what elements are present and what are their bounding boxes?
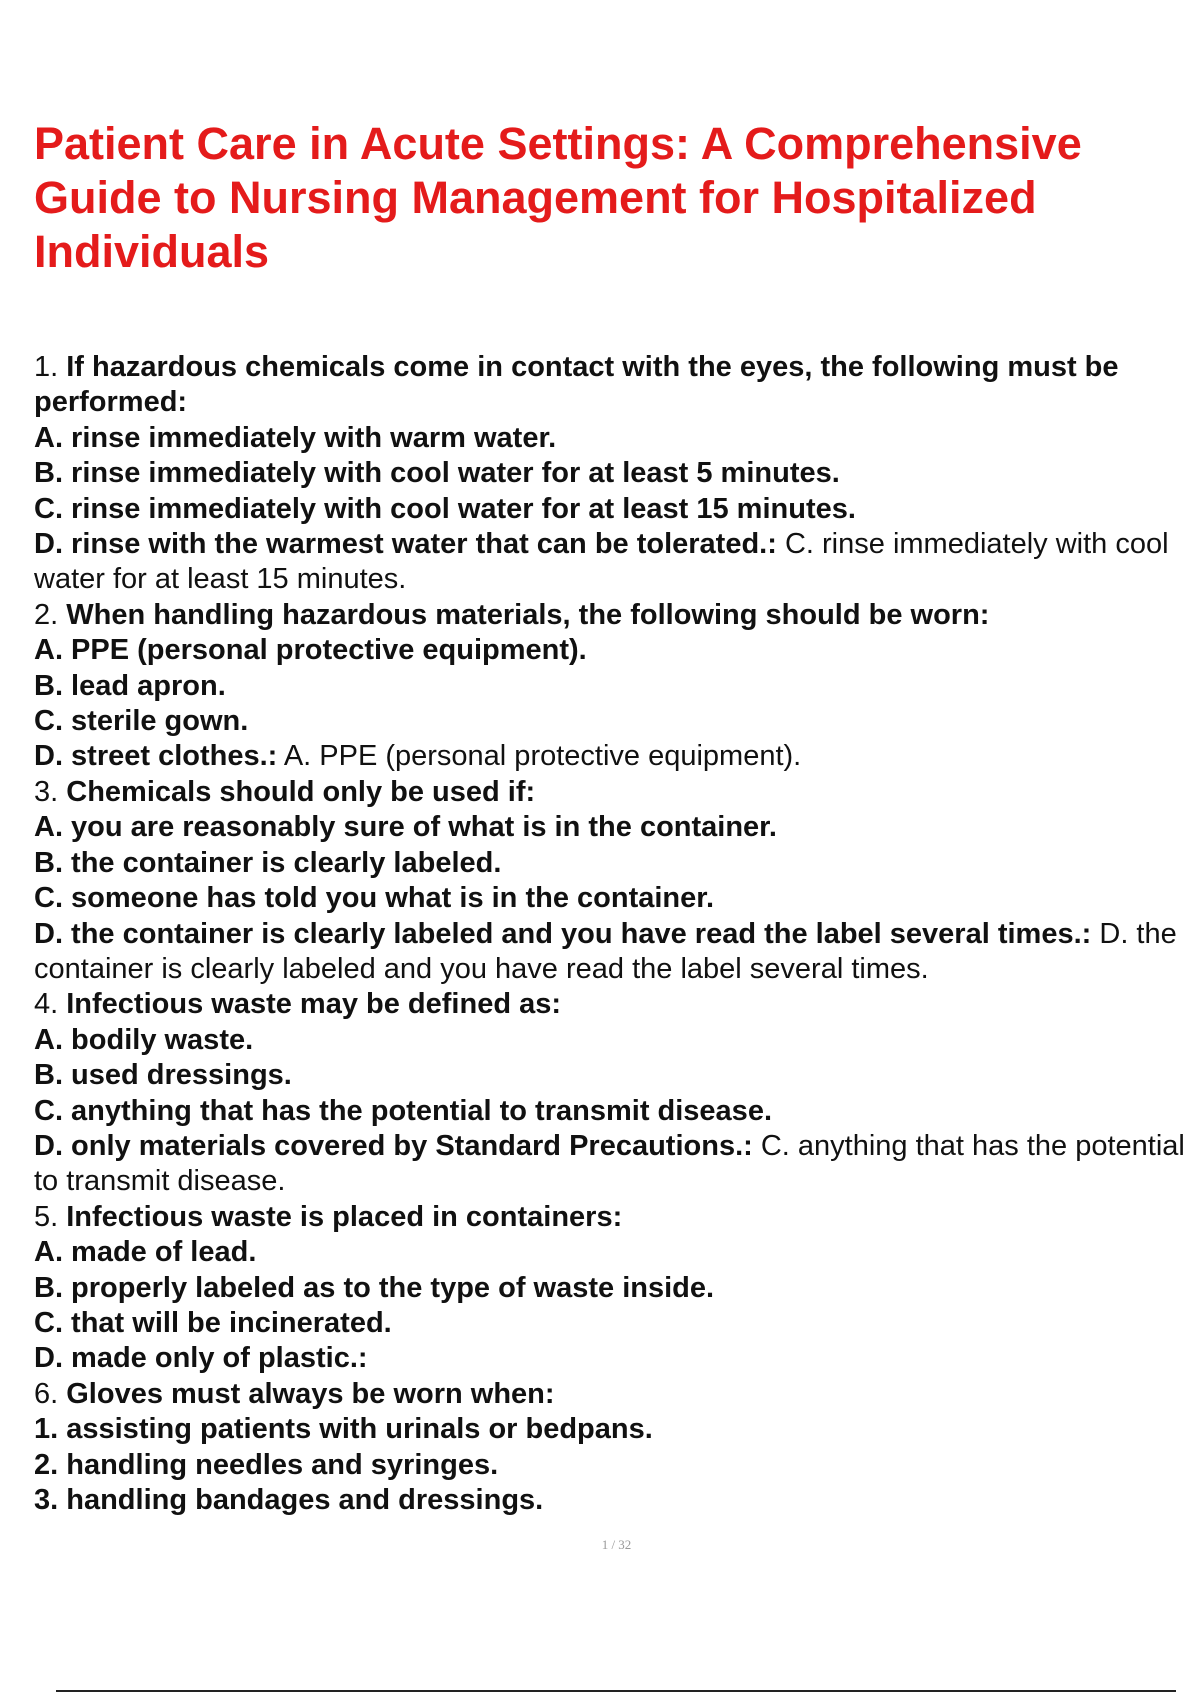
page-number: 1 / 32 — [601, 1537, 632, 1552]
answer-text: A. PPE (personal protective equipment). — [283, 740, 802, 773]
question-stem — [34, 1200, 1199, 1235]
option-d-with-answer — [34, 739, 1199, 774]
question-number: 6. — [34, 1377, 59, 1410]
question-text: Infectious waste is placed in containers: — [66, 1200, 623, 1233]
option-a: A. you are reasonably sure of what is in the container. — [34, 811, 777, 844]
option-c: C. rinse immediately with cool water for at least 15 minutes. — [34, 492, 856, 525]
question-stem — [34, 350, 1199, 421]
question-stem — [34, 598, 1199, 633]
question-stem — [34, 1377, 1199, 1412]
question-6 — [34, 1377, 1199, 1519]
question-2 — [34, 598, 1199, 775]
question-text: If hazardous chemicals come in contact with the eyes, the following must be performed: — [34, 351, 1119, 419]
option-d: D. only materials covered by Standard Precautions.: — [34, 1129, 753, 1162]
option-a: A. PPE (personal protective equipment). — [34, 634, 587, 667]
answer-text: C. rinse immediately with cool water for at least 15 minutes. — [34, 528, 1169, 596]
page-title: Patient Care in Acute Settings: A Comprehensive Guide to Nursing Management for Hospitalized Individuals — [34, 118, 1082, 277]
question-3 — [34, 775, 1199, 987]
question-number: 4. — [34, 988, 59, 1021]
option-d: D. street clothes.: — [34, 740, 278, 773]
option-a: A. made of lead. — [34, 1236, 257, 1269]
option-2: 2. handling needles and syringes. — [34, 1448, 499, 1481]
question-number: 3. — [34, 775, 59, 808]
question-number: 1. — [34, 351, 59, 383]
option-b: B. properly labeled as to the type of waste inside. — [34, 1271, 715, 1304]
question-4 — [34, 987, 1199, 1199]
option-b: B. the container is clearly labeled. — [34, 846, 502, 879]
question-stem — [34, 775, 1199, 810]
option-c: C. sterile gown. — [34, 705, 249, 738]
option-d-with-answer — [34, 1341, 1199, 1376]
question-number: 5. — [34, 1200, 59, 1233]
option-d: D. rinse with the warmest water that can be tolerated.: — [34, 528, 777, 561]
option-c: C. someone has told you what is in the container. — [34, 882, 714, 915]
page-divider — [56, 1690, 1176, 1692]
option-a: A. rinse immediately with warm water. — [34, 421, 557, 454]
question-number: 2. — [34, 598, 59, 631]
option-d-with-answer — [34, 917, 1199, 988]
option-b: B. lead apron. — [34, 669, 226, 702]
answer-text: C. anything that has the potential to transmit disease. — [34, 1129, 1185, 1198]
question-text: Chemicals should only be used if: — [66, 775, 536, 808]
option-d: D. made only of plastic.: — [34, 1342, 368, 1375]
question-list — [34, 350, 1199, 1518]
option-d-with-answer — [34, 1129, 1199, 1200]
option-b: B. rinse immediately with cool water for at least 5 minutes. — [34, 457, 840, 490]
option-c: C. that will be incinerated. — [34, 1306, 392, 1339]
question-text: Gloves must always be worn when: — [66, 1377, 555, 1410]
question-stem — [34, 987, 1199, 1022]
option-3: 3. handling bandages and dressings. — [34, 1484, 544, 1516]
option-d-with-answer — [34, 527, 1199, 598]
option-b: B. used dressings. — [34, 1059, 292, 1092]
option-d: D. the container is clearly labeled and you have read the label several times.: — [34, 917, 1092, 950]
question-text: Infectious waste may be defined as: — [66, 988, 562, 1021]
question-text: When handling hazardous materials, the following should be worn: — [66, 598, 990, 631]
option-c: C. anything that has the potential to transmit disease. — [34, 1094, 772, 1127]
option-a: A. bodily waste. — [34, 1023, 254, 1056]
option-1: 1. assisting patients with urinals or bedpans. — [34, 1413, 653, 1446]
question-5 — [34, 1200, 1199, 1377]
answer-text: D. the container is clearly labeled and you have read the label several times. — [34, 917, 1177, 985]
question-1 — [34, 350, 1199, 598]
